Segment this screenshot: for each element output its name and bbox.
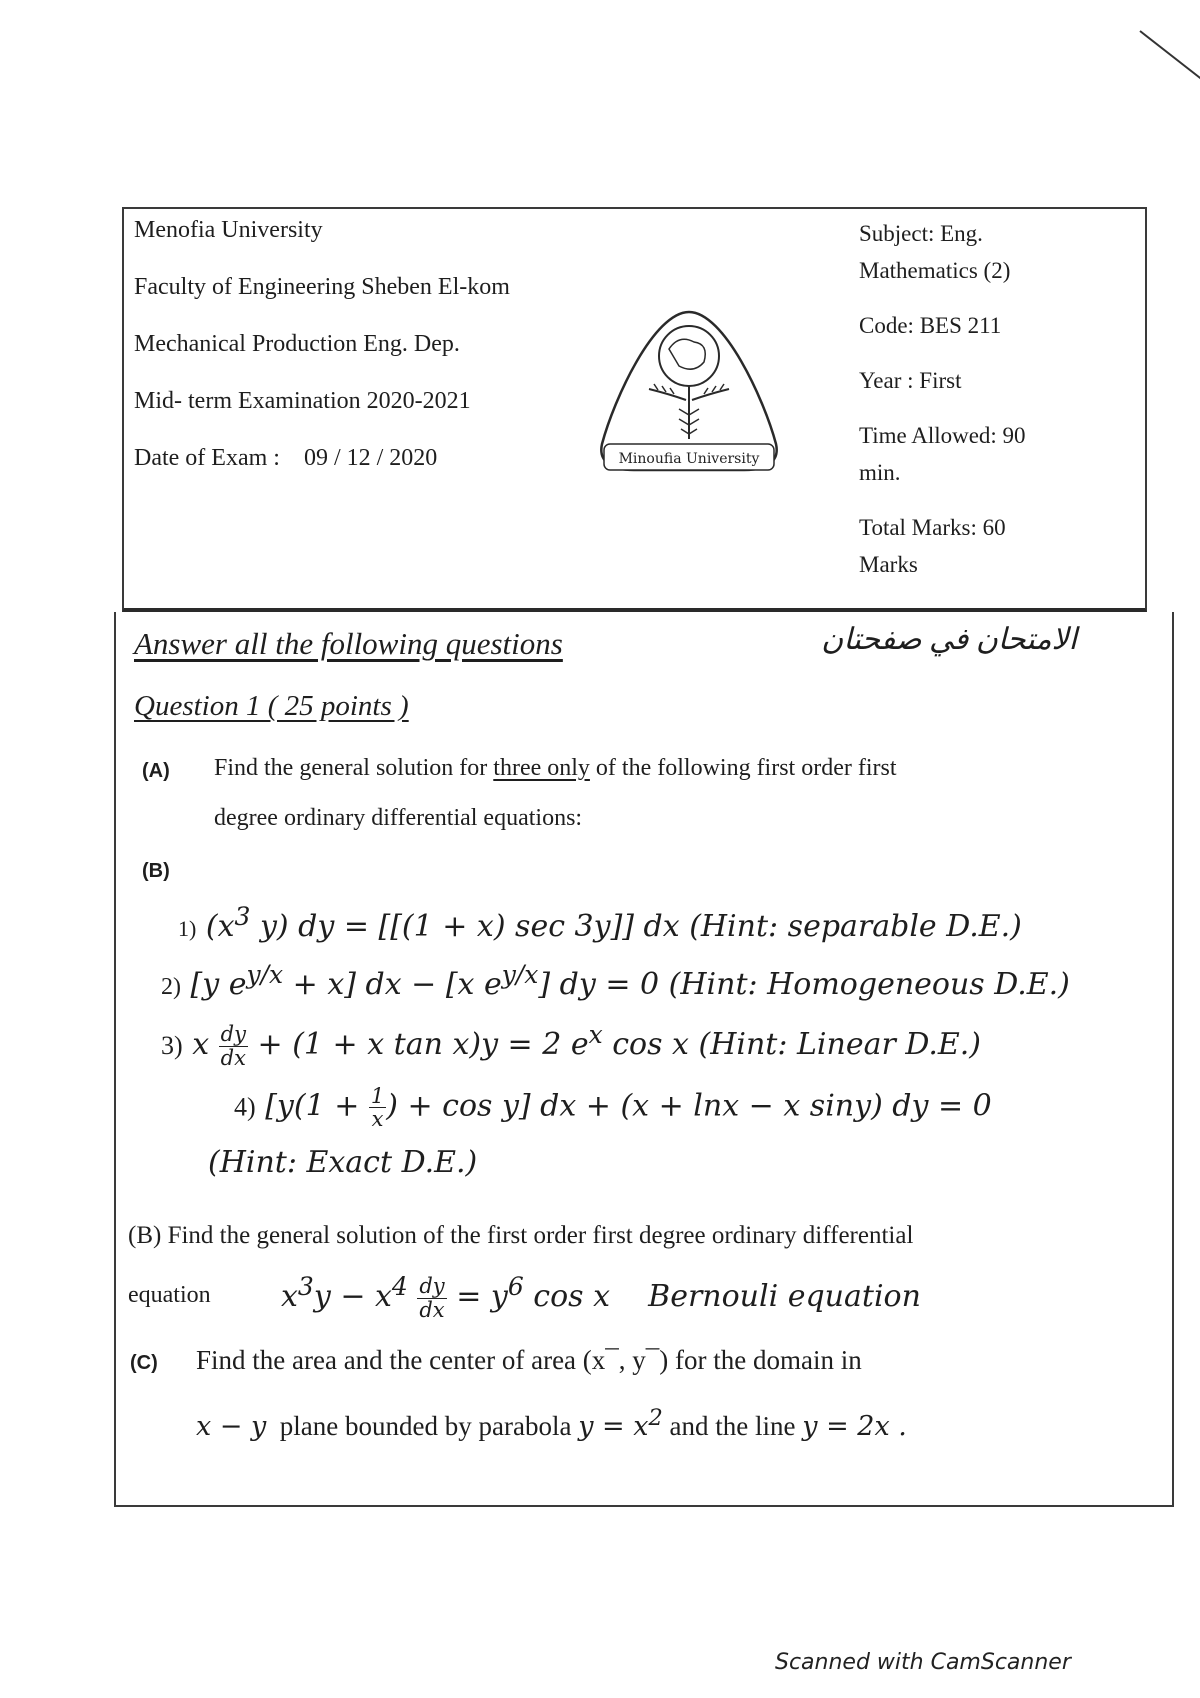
university-name: Menofia University: [134, 217, 323, 243]
time-allowed: [859, 417, 1119, 491]
part-a-label: (A): [142, 760, 170, 782]
equation-4-number: 4): [234, 1092, 256, 1122]
faculty-name: Faculty of Engineering Sheben El-kom: [134, 274, 510, 300]
part-b-text: (B) Find the general solution of the first order first degree ordinary differential: [128, 1222, 914, 1249]
year-text: Year : First: [859, 368, 962, 393]
scanner-watermark: Scanned with CamScanner: [775, 1650, 1071, 1675]
equation-3: 3) x $\frac{dy}{dx}$ + (1 + x tan x)y = 2 $e^x$ cos x (Hint: Linear D.E.): [161, 1020, 982, 1070]
exam-date-label: Date of Exam :: [134, 445, 280, 471]
part-c-text-2: x − y plane bounded by parabola $y = x^2$ and the line y = 2x .: [196, 1405, 907, 1442]
part-a-text-1: Find the general solution for: [214, 755, 494, 781]
exam-date-value: 09 / 12 / 2020: [303, 445, 438, 471]
part-a-text-2: of the following first order first: [589, 755, 897, 781]
marks-line-2: Marks: [859, 552, 918, 577]
exam-body: [114, 612, 1174, 1507]
exam-name: Mid- term Examination 2020-2021: [134, 388, 471, 414]
question-1-title: Question 1 ( 25 points ): [134, 690, 409, 722]
arabic-note: الامتحان في صفحتان: [821, 623, 1077, 656]
exam-date: [134, 441, 510, 498]
time-line-2: min.: [859, 460, 901, 485]
bernoulli-equation: $x^3y - x^4$ $\frac{dy}{dx}$ = $y^6$ cos x Bernouli equation: [281, 1272, 921, 1322]
equation-4: 4) [y(1 + $\frac{1}{x}$ ) + cos y] dx + (x + lnx − x siny) dy = 0: [234, 1084, 992, 1132]
marks-line-1: Total Marks: 60: [859, 515, 1006, 540]
department-name: Mechanical Production Eng. Dep.: [134, 331, 460, 357]
course-code-text: Code: BES 211: [859, 313, 1002, 338]
subject-line-2: Mathematics (2): [859, 258, 1011, 283]
equation-4-hint: (Hint: Exact D.E.): [208, 1145, 478, 1180]
equation-1: 1) ($x^3$ y) dy = [[(1 + x) sec 3y]] dx (Hint: separable D.E.): [178, 902, 1022, 944]
course-code: [859, 307, 1119, 344]
equation-1-hint: (Hint: separable D.E.): [689, 909, 1022, 944]
equation-3-hint: (Hint: Linear D.E.): [698, 1027, 982, 1062]
logo-text: Minoufia University: [618, 451, 760, 467]
equation-2-hint: (Hint: Homogeneous D.E.): [668, 967, 1070, 1002]
subject: [859, 215, 1119, 289]
part-b-label-top: (B): [142, 860, 170, 882]
part-c-text-2a: plane bounded by parabola: [279, 1411, 572, 1441]
part-b-equation-word: equation: [128, 1282, 211, 1308]
equation-2: 2) [y $e^{y/x} + x$] dx − [x $e^{y/x}$] dy = 0 (Hint: Homogeneous D.E.): [161, 960, 1070, 1002]
part-c-text-2b: and the line: [669, 1411, 796, 1441]
time-line-1: Time Allowed: 90: [859, 423, 1026, 448]
equation-3-number: 3): [161, 1031, 183, 1060]
pen-mark: [1139, 30, 1200, 81]
part-a-underlined: three only: [493, 755, 590, 781]
instructions: Answer all the following questions: [134, 626, 563, 661]
subject-line-1: Subject: Eng.: [859, 221, 983, 246]
university-logo: [594, 304, 784, 479]
bernoulli-name: Bernouli equation: [648, 1279, 921, 1314]
part-c-label: (C): [130, 1352, 158, 1374]
part-c-text-1: Find the area and the center of area (x¯, y¯) for the domain in: [196, 1345, 862, 1375]
course-info: [859, 215, 1119, 601]
exam-header: [122, 207, 1147, 612]
institution-info: [134, 213, 510, 498]
year: [859, 362, 1119, 399]
part-a-text-line2: degree ordinary differential equations:: [214, 805, 583, 831]
part-a-text: [214, 755, 897, 782]
total-marks: [859, 509, 1119, 583]
equation-2-number: 2): [161, 974, 181, 1000]
equation-1-number: 1): [178, 916, 197, 941]
